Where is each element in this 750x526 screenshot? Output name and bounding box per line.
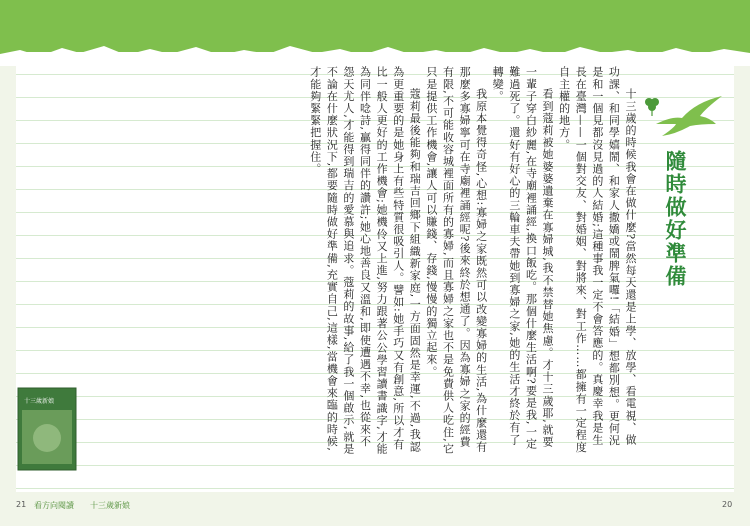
- paragraph: 我原本覺得奇怪,心想:寡婦之家既然可以改變寡婦的生活,為什麼還有那麼多寡婦寧可在寺廟裡誦經呢?後來終於想通了。因為寡婦之家的經費有限,不可能收容城裡面所有的寡婦,而且寡婦之家也不是免費供人吃住,它只是提供工作機會,讓人可以賺錢、存錢,慢慢的獨立起來。: [424, 66, 488, 455]
- article-heading: 隨時做好準備: [663, 150, 687, 288]
- book-title-footer: 十三歲新娘: [90, 501, 130, 510]
- article-body: [118, 66, 638, 456]
- swallow-icon: [652, 94, 728, 138]
- book-cover-title: 十三歲新娘: [24, 398, 55, 405]
- paragraph: 蔻莉最後能夠和瑞吉回鄉下組織新家庭,一方面固然是幸運,不過,我認為更重要的是她身上有些特質很吸引人。譬如:她手巧又有創意,所以才有比一般人更好的工作機會;她機伶又上進,努力跟著公公學習讀書識字,才能為同伴唸詩,贏得同伴的讚許;她心地善良又溫和,即使遭遇不幸,也從來不怨天尤人,才能得到瑞吉的愛慕與追求。蔻莉的故事,給了我一個啟示,就是不論在什麼狀況下,都要隨時做好準備,充實自己,這樣,當機會來臨的時候,才能夠緊緊把握住。: [308, 66, 422, 456]
- series-name: 看方向閱讀: [34, 501, 74, 510]
- paragraph: 看到蔻莉被她婆婆遺棄在寡婦城,我不禁替她焦慮。才十三歲耶,就要一輩子穿白紗麗,在寺廟裡誦經,換口飯吃。那個什麼生活啊?要是我,一定難過死了。還好有好心的三輪車夫帶她到寡婦之家,她的生活才終於有了轉變。: [491, 66, 555, 450]
- right-page-number: 20: [722, 500, 733, 509]
- left-page-number: 21: [16, 500, 27, 509]
- paragraph: 十三歲的時候我會在做什麼?當然每天還是上學、放學、看電視、做功課、和同學嬉鬧、和家人撒嬌或鬧脾氣囉!「結婚」想都別想。更何況是和一個見都沒見過的人結婚;這種事我一定不會答應的。真慶幸我是生長在臺灣——一個對交友、對婚姻、對將來、對工作……都擁有一定程度自主權的地方。: [557, 66, 637, 454]
